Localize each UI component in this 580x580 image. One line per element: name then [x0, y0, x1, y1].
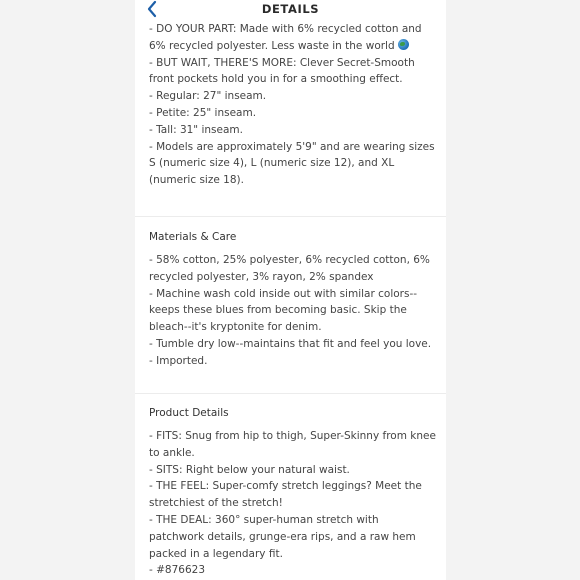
description-line: - DO YOUR PART: Made with 6% recycled cotton and	[149, 23, 422, 35]
materials-care-section	[149, 229, 439, 370]
description-line: - Models are approximately 5'9" and are wearing sizes	[149, 140, 435, 153]
description-line: - Petite: 25" inseam.	[149, 106, 257, 119]
materials-line: - Tumble dry low--maintains that fit and feel you love.	[149, 337, 432, 350]
description-line: - BUT WAIT, THERE'S MORE: Clever Secret-Smooth	[149, 56, 415, 69]
product-details-line: - THE FEEL: Super-comfy stretch leggings? Meet the	[149, 480, 422, 493]
details-panel[interactable]	[135, 0, 446, 580]
description-line: front pockets hold you in for a smoothing effect.	[149, 73, 403, 86]
section-divider	[135, 216, 446, 217]
product-details-section	[149, 405, 439, 579]
materials-line: recycled polyester, 3% rayon, 2% spandex	[149, 270, 374, 283]
product-details-line: stretchiest of the stretch!	[149, 497, 283, 510]
product-details-line: patchwork details, grunge-era rips, and a raw hem	[149, 530, 416, 543]
section-divider	[135, 393, 446, 394]
materials-care-heading: Materials & Care	[149, 231, 237, 243]
description-line: - Tall: 31" inseam.	[149, 123, 243, 136]
product-details-line: - FITS: Snug from hip to thigh, Super-Skinny from knee	[149, 430, 436, 442]
materials-line: keeps these blues from becoming basic. Skip the	[149, 304, 407, 317]
materials-line: - 58% cotton, 25% polyester, 6% recycled cotton, 6%	[149, 254, 430, 266]
product-details-line: - SITS: Right below your natural waist.	[149, 463, 350, 476]
materials-line: - Machine wash cold inside out with similar colors--	[149, 287, 418, 300]
description-line: - Regular: 27" inseam.	[149, 90, 267, 103]
description-line: (numeric size 18).	[149, 174, 244, 187]
page-title: DETAILS	[261, 2, 320, 16]
product-details-line: - THE DEAL: 360° super-human stretch with	[149, 513, 379, 526]
description-line: S (numeric size 4), L (numeric size 12), and XL	[149, 157, 395, 170]
product-details-line: packed in a legendary fit.	[149, 547, 283, 560]
materials-line: bleach--it's kryptonite for denim.	[149, 321, 322, 334]
materials-line: - Imported.	[149, 354, 208, 367]
description-line: 6% recycled polyester. Less waste in the world	[149, 38, 439, 55]
globe-icon	[398, 39, 409, 50]
product-details-line: to ankle.	[149, 446, 195, 459]
description-section	[149, 21, 439, 189]
product-details-line: - #876623	[149, 564, 206, 577]
product-details-heading: Product Details	[149, 407, 229, 419]
details-header	[135, 0, 446, 20]
